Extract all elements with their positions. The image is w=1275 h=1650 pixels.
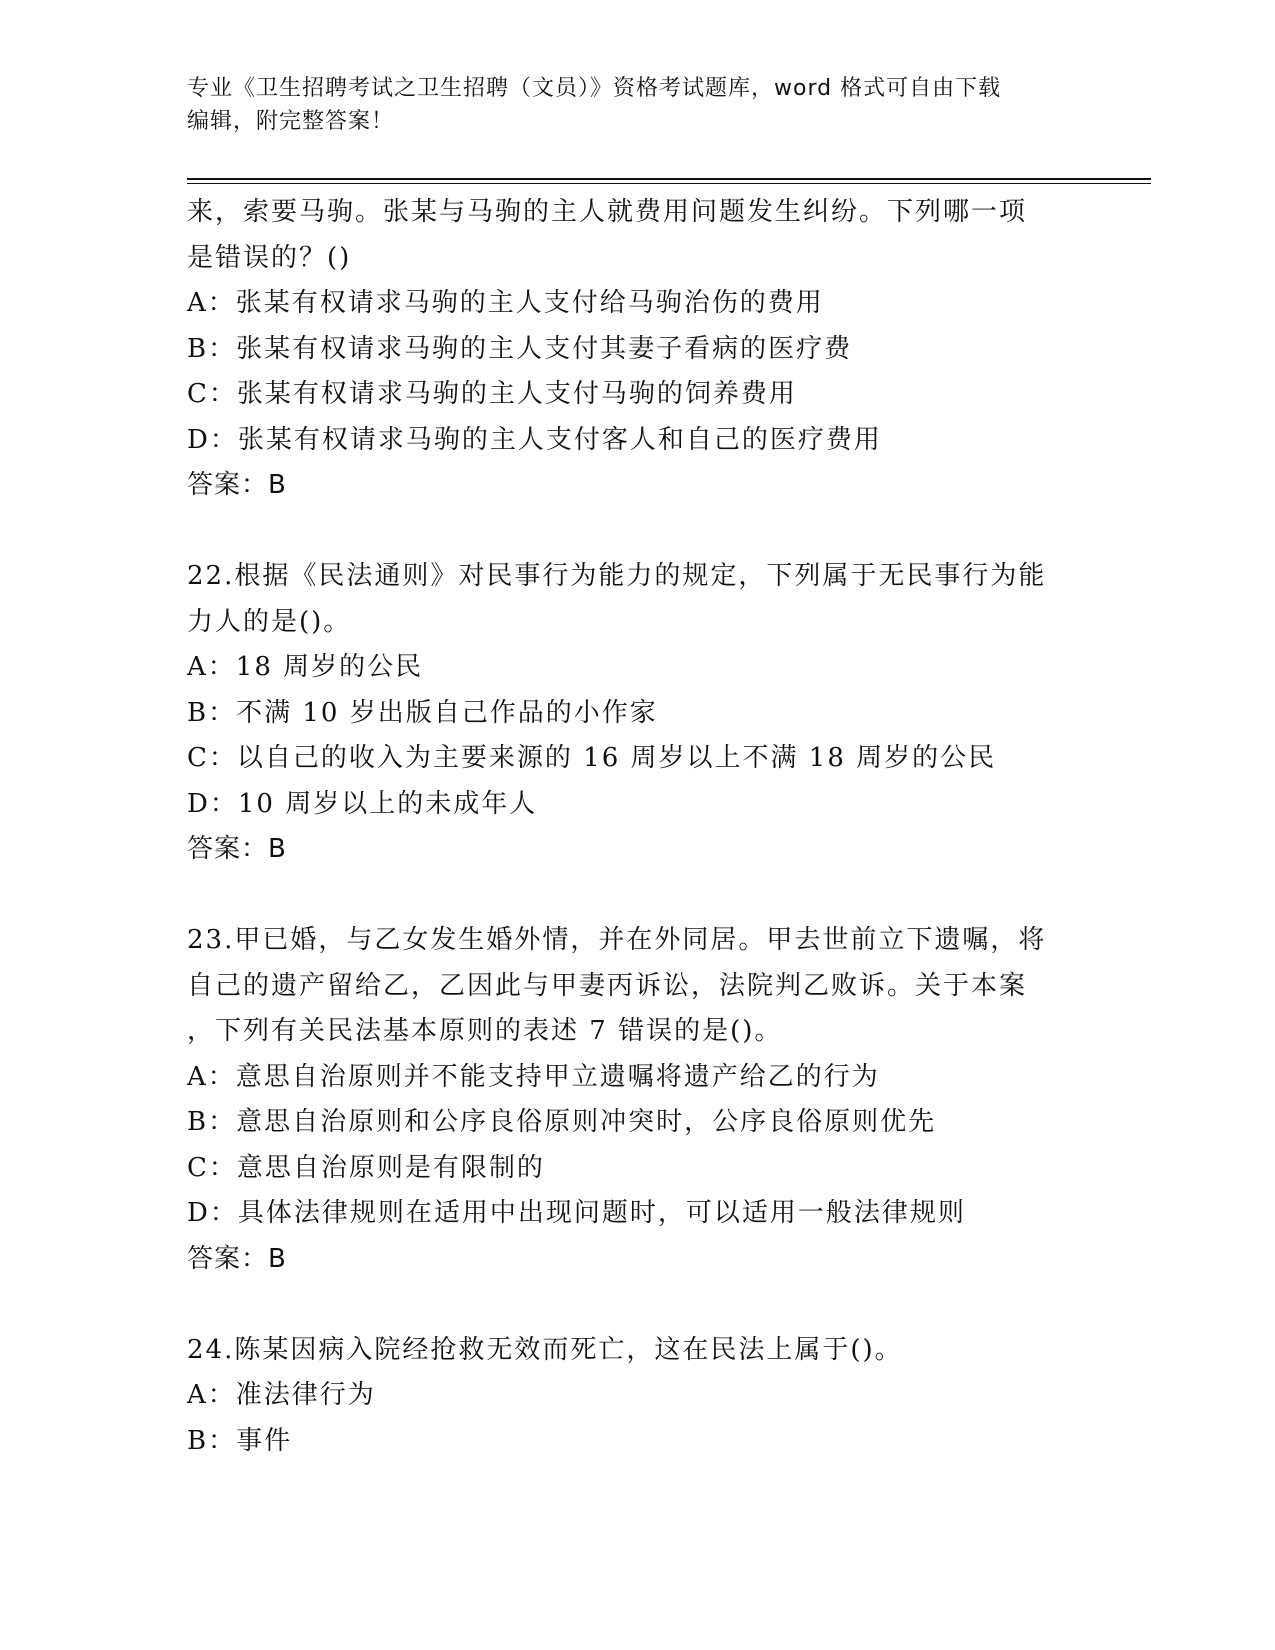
option-c: C：张某有权请求马驹的主人支付马驹的饲养费用 — [187, 379, 797, 409]
header-rule-thin — [187, 183, 1151, 184]
answer-line: 答案：B — [187, 1243, 287, 1274]
answer-line: 答案：B — [187, 834, 287, 864]
option-c: C：意思自治原则是有限制的 — [187, 1152, 545, 1183]
option-a: A：准法律行为 — [187, 1380, 376, 1410]
question-stem-line: 24.陈某因病入院经抢救无效而死亡，这在民法上属于()。 — [187, 1334, 903, 1365]
header-line-1: 专业《卫生招聘考试之卫生招聘（文员）》资格考试题库，word 格式可自由下载 — [187, 76, 1002, 101]
option-c: C：以自己的收入为主要来源的 16 周岁以上不满 18 周岁的公民 — [187, 743, 997, 773]
question-stem-line: 是错误的？() — [187, 242, 352, 273]
question-stem-line: 来，索要马驹。张某与马驹的主人就费用问题发生纠纷。下列哪一项 — [187, 197, 1028, 227]
question-stem-line: 力人的是()。 — [187, 606, 352, 637]
document-header — [187, 72, 1067, 138]
option-d: D：张某有权请求马驹的主人支付客人和自己的医疗费用 — [187, 424, 882, 455]
header-line-2: 编辑，附完整答案！ — [187, 109, 395, 134]
question-stem-line: ，下列有关民法基本原则的表述 7 错误的是()。 — [187, 1016, 783, 1046]
question-23 — [187, 918, 1087, 1282]
option-d: D：10 周岁以上的未成年人 — [187, 788, 538, 819]
continued-question — [187, 190, 1087, 509]
question-22 — [187, 554, 1087, 873]
question-24 — [187, 1328, 1087, 1465]
option-a: A：张某有权请求马驹的主人支付给马驹治伤的费用 — [187, 288, 824, 318]
option-b: B：张某有权请求马驹的主人支付其妻子看病的医疗费 — [187, 333, 853, 364]
question-content — [187, 190, 1087, 1464]
option-b: B：意思自治原则和公序良俗原则冲突时，公序良俗原则优先 — [187, 1107, 937, 1137]
option-d: D：具体法律规则在适用中出现问题时，可以适用一般法律规则 — [187, 1198, 966, 1228]
answer-line: 答案：B — [187, 470, 287, 500]
header-rule-thick — [187, 178, 1151, 180]
spacer — [187, 873, 1087, 919]
option-b: B：事件 — [187, 1425, 293, 1456]
spacer — [187, 509, 1087, 555]
option-b: B：不满 10 岁出版自己作品的小作家 — [187, 697, 658, 728]
question-stem-line: 自己的遗产留给乙，乙因此与甲妻丙诉讼，法院判乙败诉。关于本案 — [187, 970, 1028, 1001]
option-a: A：18 周岁的公民 — [187, 652, 424, 682]
question-stem-line: 22.根据《民法通则》对民事行为能力的规定，下列属于无民事行为能 — [187, 561, 1047, 591]
option-a: A：意思自治原则并不能支持甲立遗嘱将遗产给乙的行为 — [187, 1061, 880, 1092]
question-stem-line: 23.甲已婚，与乙女发生婚外情，并在外同居。甲去世前立下遗嘱，将 — [187, 925, 1047, 955]
spacer — [187, 1282, 1087, 1328]
